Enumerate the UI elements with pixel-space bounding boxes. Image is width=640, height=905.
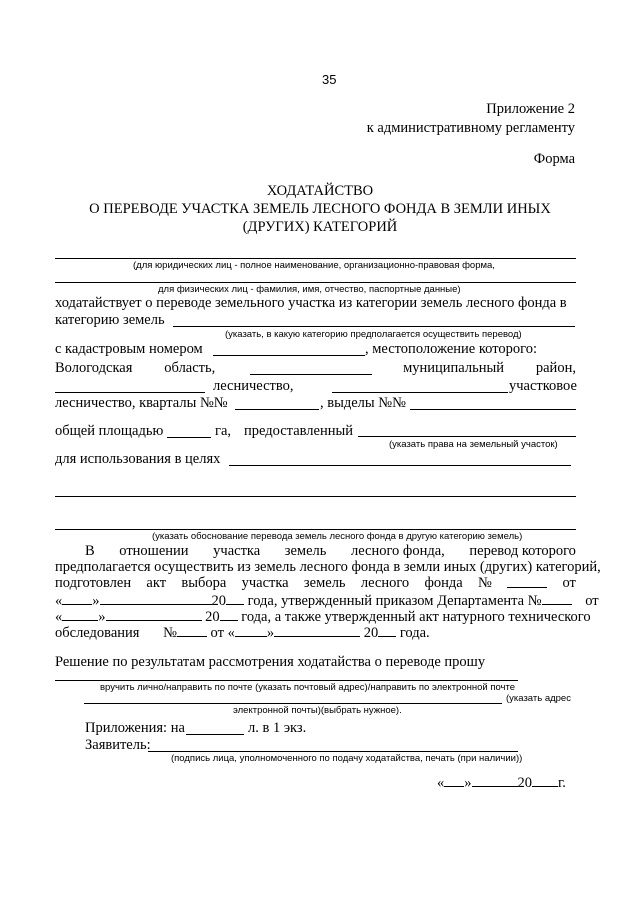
rel1-w0: В [85,543,95,559]
relation-line-3 [55,575,576,592]
relation-line-1 [85,543,576,560]
cadastral-line [213,355,365,356]
cadastral-label: с кадастровым номером [55,341,203,357]
act-number-line [507,575,547,588]
rel6-from: от « [210,625,235,641]
district-line [250,374,372,375]
hint-delivery-addr: (указать адрес [506,693,571,704]
rel5-quote-close: » [98,609,106,625]
rel6-survey: обследования [55,625,140,641]
signature-line [148,751,518,752]
rel3-w6: фонда [424,575,463,591]
rel3-w7: № [478,575,492,591]
rel4-year-line [226,591,244,605]
justification-line-2 [55,529,576,530]
date-century: 20 [517,775,532,791]
justification-line-1 [55,496,576,497]
category-label: категорию земель [55,312,165,328]
applicant-label: Заявитель: [85,737,151,753]
forestry-line [55,392,205,393]
area-label: общей площадью [55,423,164,439]
rel4-quote-close: » [92,593,100,609]
hint-physical: для физических лиц - фамилия, имя, отчество, паспортные данные) [158,284,461,295]
hint-signature: (подпись лица, уполномоченного по подачу ходатайства, печать (при наличии)) [171,753,523,764]
survey-number-line [177,623,207,637]
appendix-label: Приложение 2 [486,101,575,117]
date-quote-close: » [464,775,472,791]
rights-line [358,436,576,437]
rel4-century: 20 [211,593,226,609]
rel6-year: года. [399,625,430,641]
rel6-number-sign: № [163,625,177,641]
district-forestry-label: участковое [509,378,577,394]
rel6-month-line [274,623,360,637]
form-label: Форма [533,151,575,167]
rel3-w5: лесного [360,575,410,591]
region-word-2: область, [164,360,216,376]
date-quote-open: « [437,775,445,791]
category-line [173,326,575,327]
attachments-copies: л. в 1 экз. [248,720,307,736]
date-year: г. [558,775,566,791]
rel4-day-line [62,591,92,605]
quarters-label: лесничество, кварталы №№ [55,395,228,411]
purpose-label: для использования в целях [55,451,221,467]
region-word-4: район, [535,360,576,376]
petition-text: ходатайствует о переводе земельного участка из категории земель лесного фонда в [55,295,567,311]
rel6-century: 20 [363,625,379,641]
regulation-label: к административному регламенту [366,120,575,136]
rel6-quote-close: » [266,625,275,641]
relation-line-2: предполагается осуществить из земель лесного фонда в земли иных (других) категорий, [55,559,601,575]
rel4-month-line [100,591,212,605]
date-month-line [472,773,518,787]
hint-legal: (для юридических лиц - полное наименование, организационно-правовая форма, [133,260,495,271]
rel5-month-line [106,607,202,621]
document-title: ХОДАТАЙСТВО [266,183,374,199]
sign-date [437,773,566,792]
attachments-pages-line [186,734,244,735]
rel6-year-line [378,623,396,637]
rel5-year-line [220,607,238,621]
order-number-line [542,591,572,605]
rel5-day-line [62,607,98,621]
allotments-label: , выделы №№ [320,395,406,411]
rel5-quote-open: « [55,609,63,625]
area-line [167,437,211,438]
provided-label: предоставленный [244,423,353,439]
rel3-w4: земель [303,575,346,591]
area-unit: га, [215,423,232,439]
hint-category: (указать, в какую категорию предполагается осуществить перевод) [225,329,522,340]
hint-rights: (указать права на земельный участок) [389,439,558,450]
rel3-w8: от [562,575,576,591]
date-day-line [444,773,464,787]
rel3-w1: акт [146,575,167,591]
rel4-quote-open: « [55,593,63,609]
quarters-line [235,409,319,410]
rel1-w5: перевод которого [469,543,576,559]
decision-label: Решение по результатам рассмотрения ходатайства о переводе прошу [55,654,486,670]
delivery-line-2 [84,703,502,704]
applicant-data-line [55,282,576,283]
hint-delivery-2: электронной почты)(выбрать нужное). [233,705,402,716]
document-title-line3: (ДРУГИХ) КАТЕГОРИЙ [242,219,398,235]
district-forestry-line [332,392,508,393]
date-year-line [532,773,558,787]
hint-justification: (указать обоснование перевода земель лесного фонда в другую категорию земель) [152,531,523,542]
rel6-day-line [235,623,267,637]
rel3-w0: подготовлен [55,575,132,591]
page-number: 35 [322,72,337,87]
rel5-text: года, а также утвержденный акт натурного технического [241,609,591,625]
rel1-w2: участка [213,543,261,559]
rel4-text: года, утвержденный приказом Департамента № [247,593,542,609]
delivery-line-1 [55,680,518,681]
rel1-w1: отношении [119,543,189,559]
applicant-name-line [55,258,576,259]
relation-line-6 [55,623,430,642]
rel1-w4: лесного фонда, [350,543,445,559]
rel1-w3: земель [284,543,327,559]
region-word-1: Вологодская [55,360,133,376]
document-title-line2: О ПЕРЕВОДЕ УЧАСТКА ЗЕМЕЛЬ ЛЕСНОГО ФОНДА В ЗЕМЛИ ИНЫХ [89,201,551,217]
rel5-century: 20 [205,609,220,625]
location-label: , местоположение которого: [365,341,537,357]
hint-delivery-1: вручить лично/направить по почте (указать почтовый адрес)/направить по электронной почте [100,682,516,693]
purpose-line [229,465,571,466]
rel3-w2: выбора [181,575,227,591]
rel4-from: от [585,593,599,609]
attachments-label: Приложения: на [85,720,185,736]
region-word-3: муниципальный [403,360,504,376]
rel3-w3: участка [241,575,289,591]
allotments-line [410,409,576,410]
forestry-label: лесничество, [213,378,294,394]
